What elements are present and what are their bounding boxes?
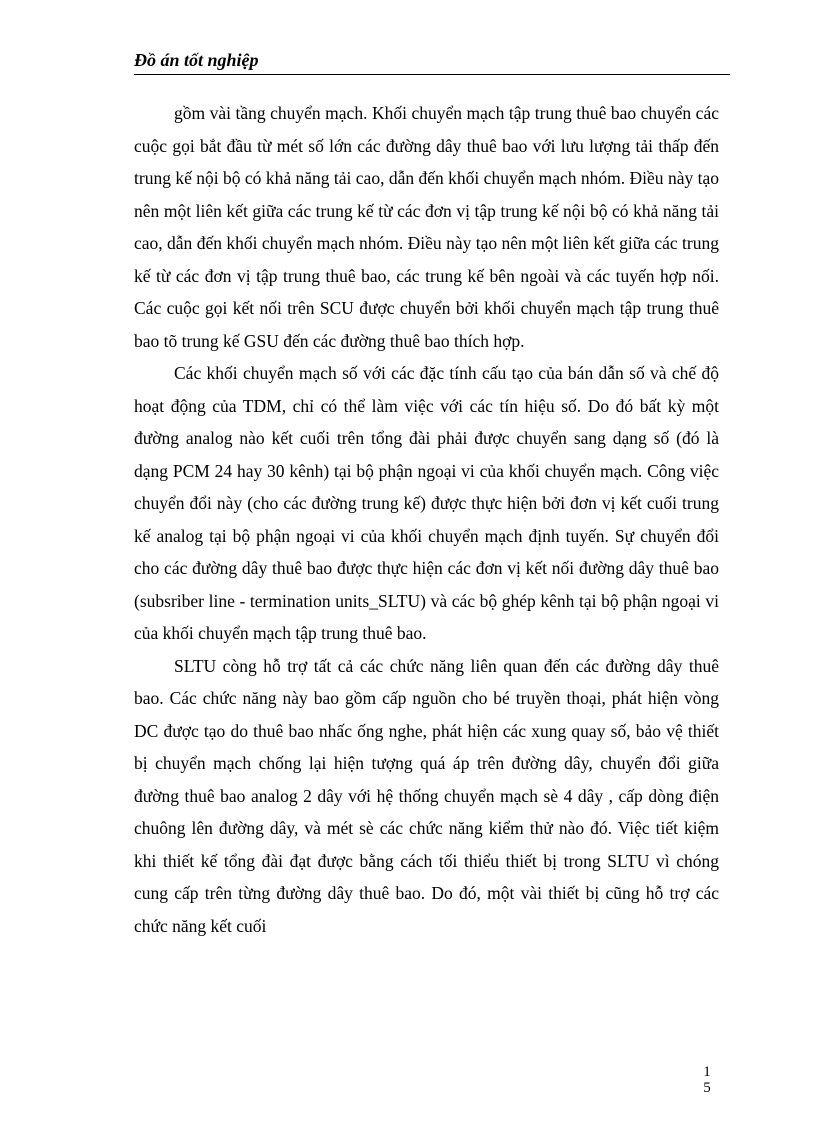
paragraph-2: Các khối chuyển mạch số với các đặc tính cấu tạo của bán dẫn số và chế độ hoạt động của TDM, chỉ có thể làm việc với các tín hiệu số. Do đó bất kỳ một đường analog nào kết cuối trên tổng đài phải được chuyển sang dạng số (đó là dạng PCM 24 hay 30 kênh) tại bộ phận ngoại vi của khối chuyển mạch. Công việc chuyển đổi này (cho các đường trung kế) được thực hiện bởi đơn vị kết cuối trung kế analog tại bộ phận ngoại vi của khối chuyển mạch định tuyến. Sự chuyển đổi cho các đường dây thuê bao được thực hiện các đơn vị kết nối đường dây thuê bao (subsriber line - termination units_SLTU) và các bộ ghép kênh tại bộ phận ngoại vi của khối chuyển mạch tập trung thuê bao. (134, 363, 719, 643)
page-number (700, 1064, 714, 1096)
paragraph-1: gồm vài tầng chuyển mạch. Khối chuyển mạch tập trung thuê bao chuyển các cuộc gọi bắt đầu từ mét số lớn các đường dây thuê bao với lưu lượng tải thấp đến trung kế nội bộ có khả năng tải cao, dẫn đến khối chuyển mạch nhóm. Điều này tạo nên một liên kết giữa các trung kế từ các đơn vị tập trung kế nội bộ có khả năng tải cao, dẫn đến khối chuyển mạch nhóm. Điều này tạo nên một liên kết giữa các trung kế từ các đơn vị tập trung thuê bao, các trung kế bên ngoài và các tuyến hợp nối. Các cuộc gọi kết nối trên SCU được chuyển bởi khối chuyển mạch tập trung thuê bao tõ trung kế GSU đến các đường thuê bao thích hợp. (134, 103, 719, 351)
paragraph-3: SLTU còng hỗ trợ tất cả các chức năng liên quan đến các đường dây thuê bao. Các chức năng này bao gồm cấp nguồn cho bé truyền thoại, phát hiện vòng DC được tạo do thuê bao nhấc ống nghe, phát hiện các xung quay số, bảo vệ thiết bị chuyển mạch chống lại hiện tượng quá áp trên đường dây, chuyển đổi giữa đường thuê bao analog 2 dây với hệ thống chuyển mạch sè 4 dây , cấp dòng điện chuông lên đường dây, và mét sè các chức năng kiểm thử nào đó. Việc tiết kiệm khi thiết kế tổng đài đạt được bằng cách tối thiểu thiết bị trong SLTU vì chóng cung cấp trên từng đường dây thuê bao. Do đó, một vài thiết bị cũng hỗ trợ các chức năng kết cuối (134, 655, 719, 936)
page-header (134, 48, 730, 75)
page-number-digit-1: 1 (703, 1064, 711, 1080)
page-number-digit-2: 5 (703, 1080, 711, 1096)
header-title: Đồ án tốt nghiệp (134, 50, 259, 70)
body-text (134, 97, 719, 942)
